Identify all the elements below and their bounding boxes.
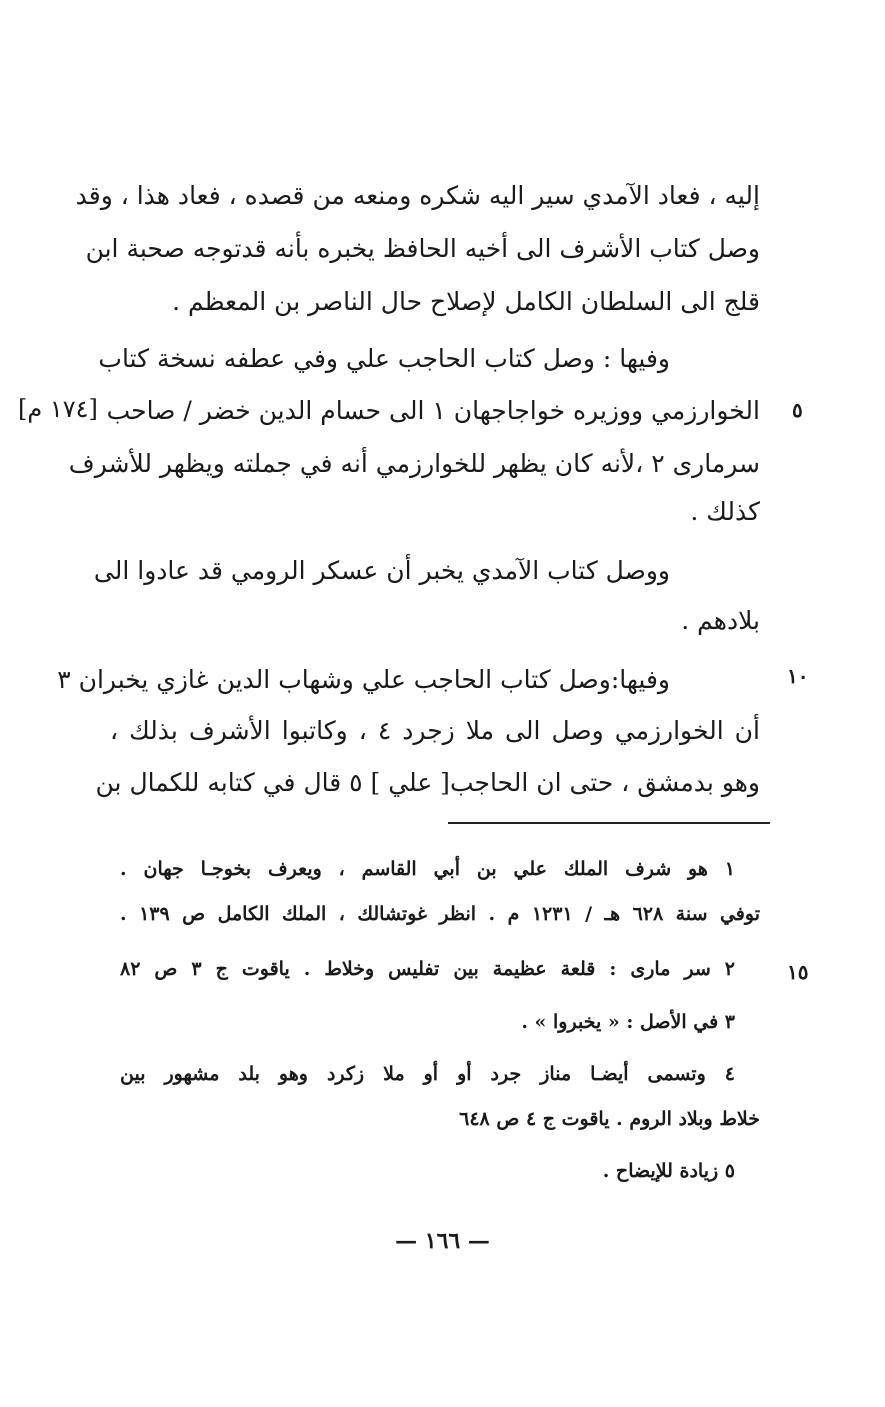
body-line-4: وفيها : وصل كتاب الحاجب علي وفي عطفه نسخة كتاب	[98, 344, 670, 373]
body-line-12: وهو بدمشق ، حتى ان الحاجب[ علي ] ٥ قال في كتابه للكمال بن	[95, 768, 760, 797]
body-line-7: كذلك .	[690, 497, 760, 526]
body-line-8: ووصل كتاب الآمدي يخبر أن عسكر الرومي قد عادوا الى	[93, 556, 670, 585]
line-number-15: ١٥	[787, 960, 809, 984]
footnote-line-5: ٤ وتسمى أيضـا مناز جرد أو أو ملا زكرد وهو بلد مشهور بين	[120, 1063, 735, 1085]
footnote-line-1: ١ هو شرف الملك علي بن أبي القاسم ، ويعرف بخوجـا جهان .	[120, 858, 735, 880]
footnote-line-2: توفي سنة ٦٢٨ هـ / ١٢٣١ م . انظر غوتشالك ، الملك الكامل ص ١٣٩ .	[120, 903, 760, 925]
body-line-3: قلج الى السلطان الكامل لإصلاح حال الناصر بن المعظم .	[172, 287, 760, 316]
body-line-10: وفيها:وصل كتاب الحاجب علي وشهاب الدين غازي يخبران ٣	[57, 665, 670, 694]
line-number-5: ٥	[792, 398, 803, 422]
footnote-divider	[448, 822, 770, 824]
body-line-5: الخوارزمي ووزيره خواجاجهان ١ الى حسام الدين خضر / صاحب	[106, 396, 760, 425]
page-number: — ١٦٦ —	[395, 1228, 490, 1254]
footnote-line-4: ٣ في الأصل : « يخبروا » .	[521, 1011, 735, 1033]
folio-reference: [١٧٤ م]	[18, 395, 98, 423]
body-line-2: وصل كتاب الأشرف الى أخيه الحافظ يخبره بأنه قدتوجه صحبة ابن	[85, 234, 760, 263]
body-line-6: سرماری ٢ ،لأنه كان يظهر للخوارزمي أنه في جملته ويظهر للأشرف	[68, 449, 760, 478]
line-number-10: ١٠	[787, 664, 809, 688]
footnote-line-3: ٢ سر ماری : قلعة عظيمة بين تفليس وخلاط . ياقوت ج ٣ ص ٨٢	[120, 958, 735, 980]
body-line-11: أن الخوارزمي وصل الى ملا زجرد ٤ ، وكاتبوا الأشرف بذلك ،	[110, 716, 760, 745]
footnote-line-6: خلاط وبلاد الروم . ياقوت ج ٤ ص ٦٤٨	[459, 1108, 760, 1130]
footnote-line-7: ٥ زيادة للإيضاح .	[602, 1160, 735, 1182]
body-line-1: إليه ، فعاد الآمدي سير اليه شكره ومنعه من قصده ، فعاد هذا ، وقد	[75, 181, 760, 210]
body-line-9: بلادهم .	[681, 606, 760, 635]
